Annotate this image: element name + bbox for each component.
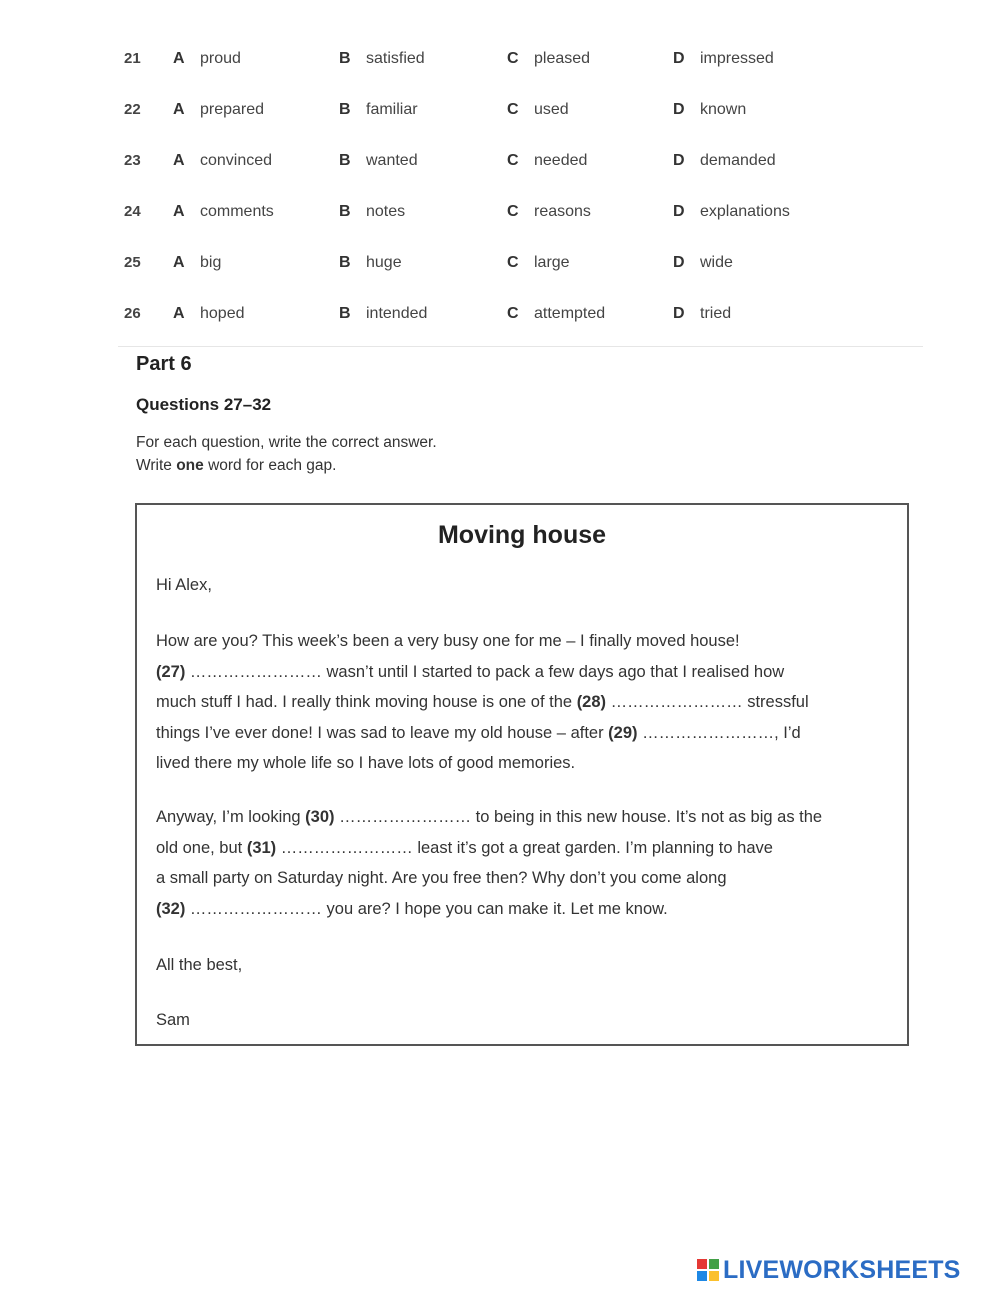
gap-30[interactable]: (30)	[305, 808, 335, 826]
icon-square-green	[709, 1259, 719, 1269]
gap-29[interactable]: (29)	[608, 723, 638, 742]
brand-text: LIVEWORKSHEETS	[723, 1255, 961, 1284]
question-row-26	[118, 295, 808, 346]
gap-32[interactable]: (32)	[156, 899, 186, 918]
option-a[interactable]: A comments	[173, 203, 274, 220]
question-row-23	[118, 142, 808, 193]
option-d[interactable]: D tried	[673, 305, 732, 322]
letter-signoff: All the best,	[156, 956, 243, 974]
question-number: 22	[124, 101, 141, 118]
icon-square-yellow	[709, 1271, 719, 1281]
question-number: 26	[124, 305, 141, 322]
part-title: Part 6	[136, 353, 192, 375]
letter-greeting: Hi Alex,	[156, 576, 212, 594]
multiple-choice-table	[118, 40, 808, 346]
option-a[interactable]: A prepared	[173, 101, 265, 118]
option-b[interactable]: B wanted	[339, 152, 418, 169]
option-b[interactable]: B familiar	[339, 101, 418, 118]
letter-box	[135, 503, 909, 1046]
option-d[interactable]: D known	[673, 101, 747, 118]
option-b[interactable]: B huge	[339, 254, 402, 271]
question-row-22	[118, 91, 808, 142]
letter-paragraph-1: How are you? This week’s been a very busy one for me – I finally moved house! (27) …………………… wasn’t until I started to pack a few days ago that I realised how much stuff I had. I really think moving house is one of the (28) …………………… stressful things I’ve ever done! I was sad to leave my old house – after (29) ……………………, I’d lived there my whole life so I have lots of good memories.	[156, 632, 809, 772]
option-b[interactable]: B intended	[339, 305, 428, 322]
instruction-line-2: Write one word for each gap.	[136, 457, 337, 474]
option-c[interactable]: C pleased	[507, 50, 591, 67]
instruction-line-1: For each question, write the correct answer.	[136, 434, 437, 451]
letter-title: Moving house	[437, 521, 607, 549]
gap-27[interactable]: (27)	[156, 662, 186, 681]
option-c[interactable]: C used	[507, 101, 569, 118]
option-c[interactable]: C reasons	[507, 203, 591, 220]
question-number: 24	[124, 203, 141, 220]
question-row-25	[118, 244, 808, 295]
option-d[interactable]: D demanded	[673, 152, 776, 169]
option-d[interactable]: D explanations	[673, 203, 790, 220]
question-row-21	[118, 40, 808, 91]
gap-31[interactable]: (31)	[246, 838, 277, 857]
option-a[interactable]: A hoped	[173, 305, 245, 322]
option-c[interactable]: C large	[507, 254, 570, 271]
letter-signature: Sam	[156, 1011, 190, 1029]
liveworksheets-icon	[697, 1259, 719, 1281]
question-number: 23	[124, 152, 141, 169]
liveworksheets-logo	[697, 1255, 961, 1285]
section-divider	[118, 346, 923, 347]
option-b[interactable]: B satisfied	[339, 50, 425, 67]
question-row-24	[118, 193, 808, 244]
option-c[interactable]: C attempted	[507, 305, 606, 322]
question-number: 21	[124, 50, 141, 67]
option-a[interactable]: A big	[173, 254, 222, 271]
question-number: 25	[124, 254, 141, 271]
instructions	[136, 431, 437, 477]
option-b[interactable]: B notes	[339, 203, 406, 220]
option-a[interactable]: A proud	[173, 50, 241, 67]
questions-range: Questions 27–32	[136, 395, 272, 414]
letter-paragraph-2: Anyway, I’m looking (30) …………………… to being in this new house. It’s not as big as the old one, but (31) …………………… least it’s got a great garden. I’m planning to have a small party on Saturday night. Are you free then? Why don’t you come along (32) …………………… you are? I hope you can make it. Let me know.	[156, 808, 823, 918]
option-a[interactable]: A convinced	[173, 152, 273, 169]
icon-square-red	[697, 1259, 707, 1269]
gap-28[interactable]: (28)	[576, 693, 607, 711]
option-d[interactable]: D wide	[673, 254, 733, 271]
icon-square-blue	[697, 1271, 707, 1281]
option-d[interactable]: D impressed	[673, 50, 774, 67]
option-c[interactable]: C needed	[507, 152, 588, 169]
